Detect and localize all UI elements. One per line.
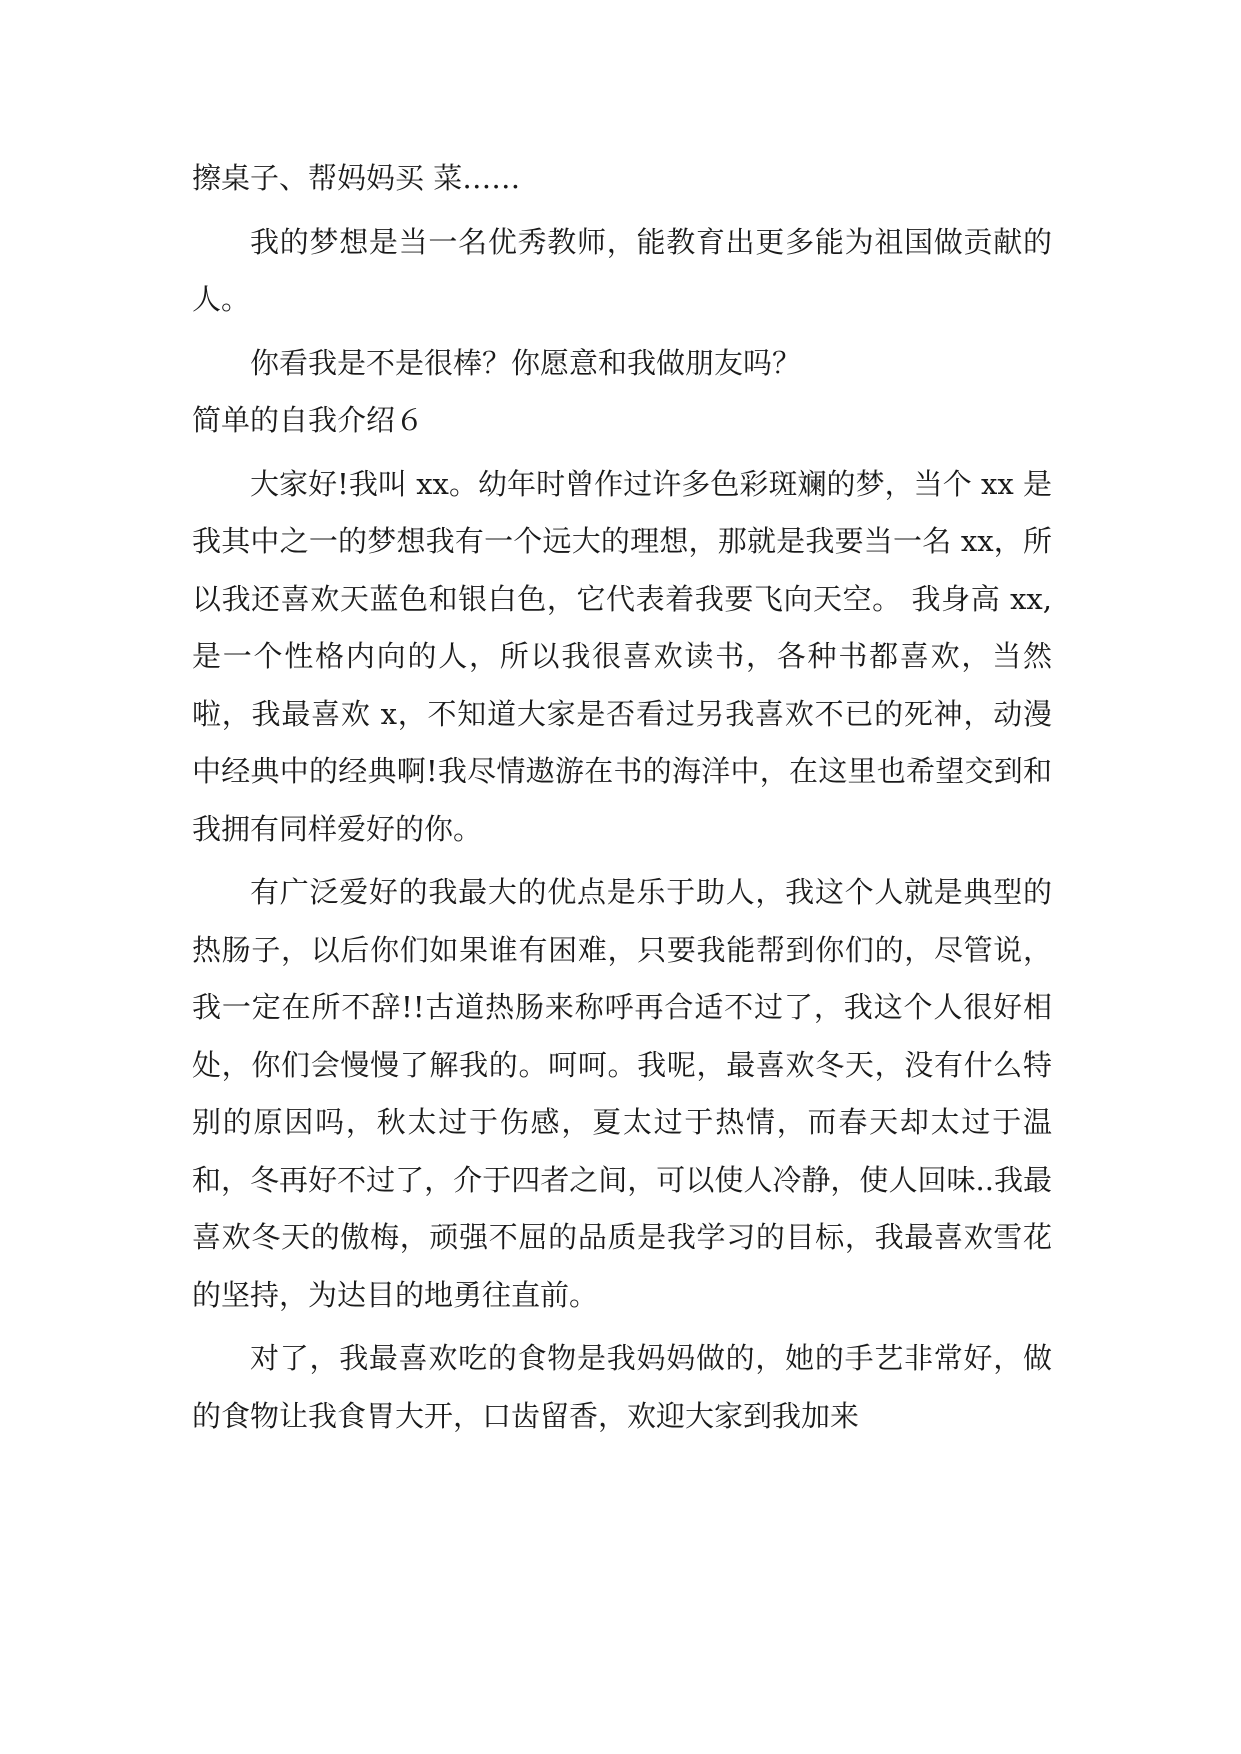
paragraph-food: 对了，我最喜欢吃的食物是我妈妈做的，她的手艺非常好，做的食物让我食胃大开，口齿留香，欢迎大家到我加来 xyxy=(192,1341,1052,1433)
paragraph-hobbies: 有广泛爱好的我最大的优点是乐于助人，我这个人就是典型的热肠子，以后你们如果谁有困难，只要我能帮到你们的，尽管说，我一定在所不辞!!古道热肠来称呼再合适不过了，我这个人很好相处，你们会慢慢了解我的。呵呵。我呢，最喜欢冬天，没有什么特别的原因吗，秋太过于伤感，夏太过于热情，而春天却太过于温和，冬再好不过了，介于四者之间，可以使人冷静，使人回味..我最喜欢冬天的傲梅，顽强不屈的品质是我学习的目标，我最喜欢雪花的坚持，为达目的地勇往直前。 xyxy=(192,875,1052,1312)
paragraph-dream: 我的梦想是当一名优秀教师，能教育出更多能为祖国做贡献的人。 xyxy=(192,224,1052,316)
paragraph-question: 你看我是不是很棒？你愿意和我做朋友吗？ xyxy=(250,345,802,380)
paragraph-intro: 大家好!我叫 xx。幼年时曾作过许多色彩斑斓的梦，当个 xx 是我其中之一的梦想我有一个远大的理想，那就是我要当一名 xx，所以我还喜欢天蓝色和银白色，它代表着我要飞向天空。 我身高 xx,是一个性格内向的人，所以我很喜欢读书，各种书都喜欢，当然啦，我最喜欢 x，不知道大家是否看过另我喜欢不已的死神，动漫中经典中的经典啊!我尽情遨游在书的海洋中，在这里也希望交到和我拥有同样爱好的你。 xyxy=(192,466,1052,846)
section-heading: 简单的自我介绍６ xyxy=(192,403,425,437)
paragraph-continuation: 擦桌子、帮妈妈买 菜…… xyxy=(192,161,521,195)
document-body xyxy=(192,150,1052,1445)
